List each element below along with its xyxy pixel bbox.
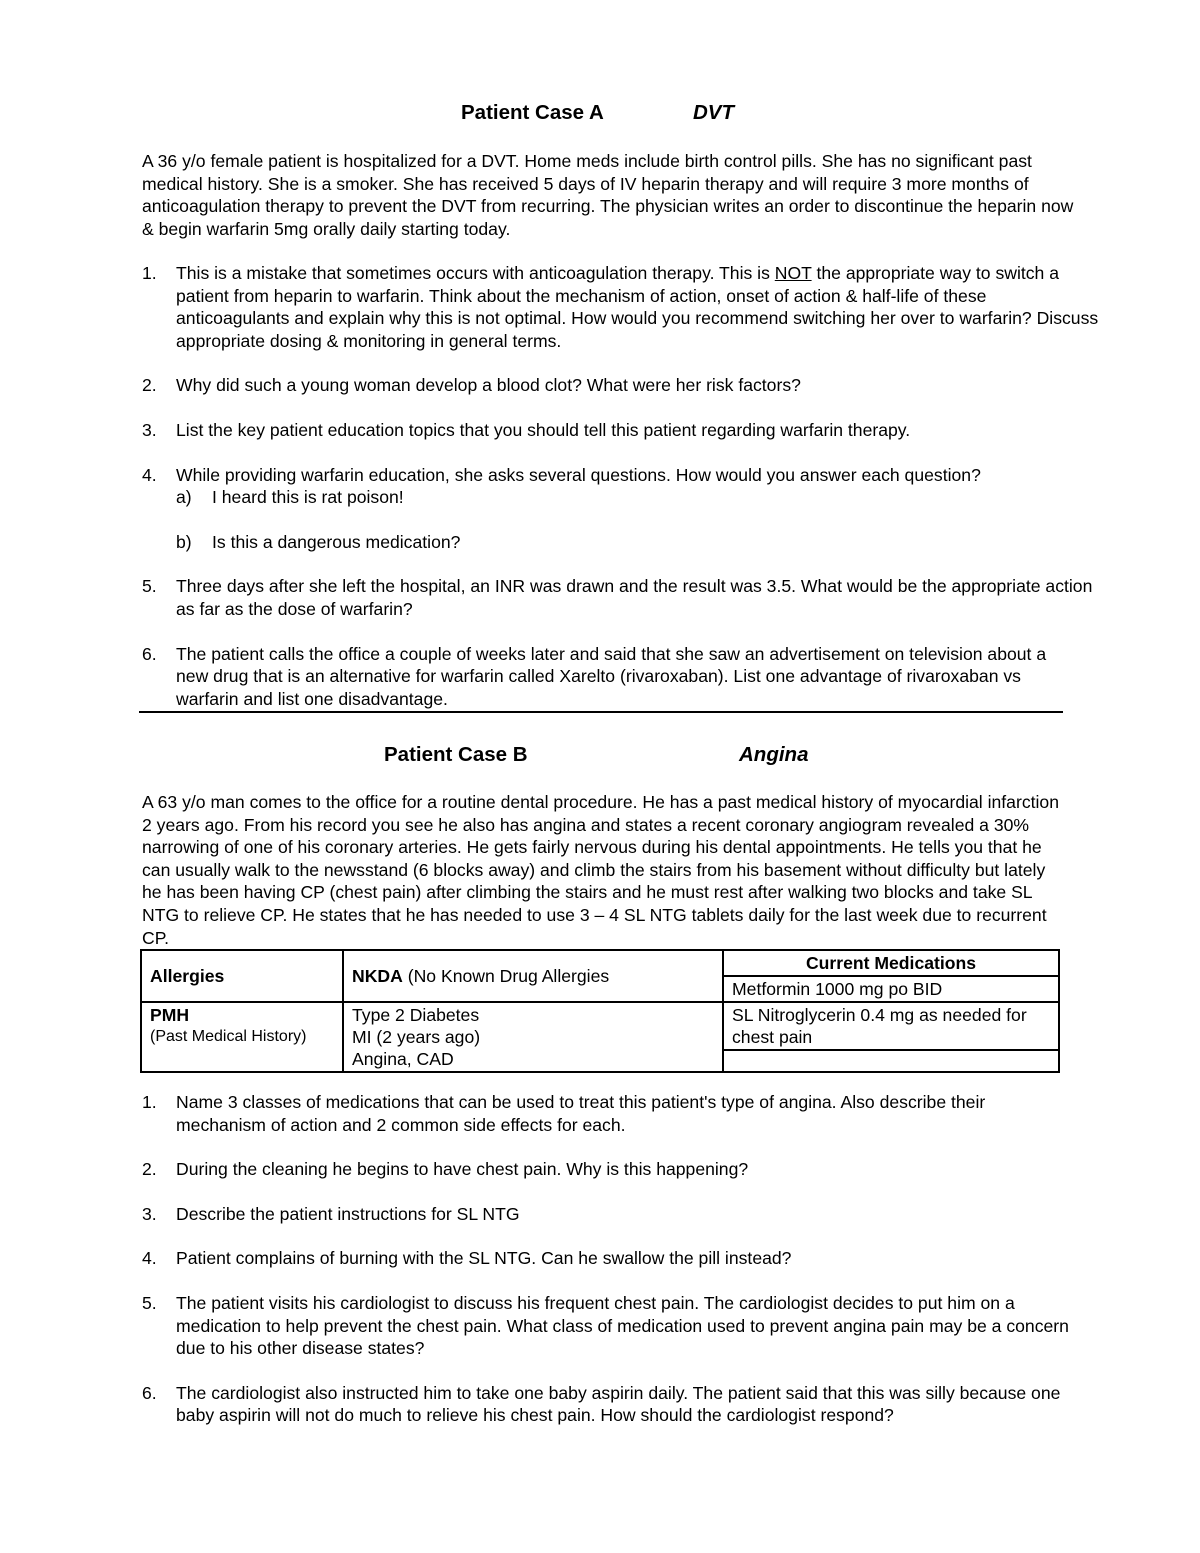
question-text: The patient calls the office a couple of weeks later and said that she saw an advertisement on television about a new drug that is an alternative for warfarin called Xarelto (rivaroxaban). List one advantage of rivaroxaban vs warfarin and list one disadvantage.: [176, 643, 1047, 709]
medication-3: [723, 1050, 1059, 1072]
case-a-question-2: [142, 374, 1102, 397]
question-text: The patient visits his cardiologist to discuss his frequent chest pain. The cardiologist decides to put him on a medication to help prevent the chest pain. What class of medication used to prevent angina pain may be a concern due to his other disease states?: [176, 1292, 1069, 1359]
question-text: List the key patient education topics that you should tell this patient regarding warfarin therapy.: [176, 419, 911, 440]
current-meds-header: Current Medications: [723, 950, 1059, 976]
question-number: 3.: [142, 419, 157, 440]
sub-label: b): [176, 531, 192, 552]
patient-info-table: [140, 949, 1060, 1073]
section-divider: [139, 711, 1063, 713]
case-b-question-2: [142, 1158, 1077, 1181]
question-number: 1.: [142, 1092, 157, 1112]
pmh-item: MI (2 years ago): [352, 1027, 481, 1047]
question-4a: [176, 486, 1102, 509]
question-number: 6.: [142, 643, 157, 664]
question-number: 2.: [142, 1159, 157, 1180]
pmh-label: PMH: [150, 1005, 190, 1025]
case-b-intro: A 63 y/o man comes to the office for a routine dental procedure. He has a past medical history of myocardial infarction 2 years ago. From his record you see he also has angina and states a recent coronary angiogram revealed a 30% narrowing of one of his coronary arteries. He gets fairly nervous during his dental appointments. He tells you that he can usually walk to the newsstand (6 blocks away) and climb the stairs from his basement without difficulty but lately he has been having CP (chest pain) after climbing the stairs and he must rest after walking two blocks and take SL NTG to relieve CP. He states that he has needed to use 3 – 4 SL NTG tablets daily for the last week due to recurrent CP.: [142, 792, 1059, 948]
pmh-sub-label: (Past Medical History): [150, 1028, 307, 1045]
question-number: 2.: [142, 375, 157, 396]
case-a-question-6: [142, 643, 1076, 711]
question-text: During the cleaning he begins to have chest pain. Why is this happening?: [176, 1159, 749, 1180]
question-emphasis: NOT: [774, 263, 812, 283]
case-b-question-4: [142, 1247, 1077, 1270]
question-text: Why did such a young woman develop a blood clot? What were her risk factors?: [176, 375, 801, 396]
case-a-question-1: [142, 262, 1102, 352]
case-b-title: Patient Case B: [384, 743, 528, 766]
question-number: 5.: [142, 576, 157, 597]
case-a-topic: DVT: [693, 101, 734, 124]
case-b-heading: [0, 742, 1200, 768]
sub-text: I heard this is rat poison!: [212, 487, 404, 508]
pmh-list: [343, 1002, 723, 1072]
case-b-questions: [142, 1091, 1077, 1427]
case-a-question-4: [142, 464, 1102, 554]
medication-1: Metformin 1000 mg po BID: [723, 976, 1059, 1002]
case-a-title: Patient Case A: [461, 101, 604, 124]
question-number: 4.: [142, 1248, 157, 1269]
table-row: [141, 1002, 1059, 1050]
sub-label: a): [176, 487, 192, 508]
case-a-questions: [142, 262, 1102, 710]
question-text: the appropriate way to switch a patient from heparin to warfarin. Think about the mechanism of action, onset of action & half-life of these anticoagulants and explain why this is not optimal. How would you recommend switching her over to warfarin? Discuss appropriate dosing & monitoring in general terms.: [176, 263, 1099, 351]
question-text: Three days after she left the hospital, an INR was drawn and the result was 3.5. What would be the appropriate action as far as the dose of warfarin?: [176, 576, 1093, 619]
pmh-cell: [141, 1002, 343, 1072]
question-number: 6.: [142, 1382, 157, 1403]
question-number: 4.: [142, 464, 157, 485]
allergies-desc: (No Known Drug Allergies: [402, 966, 610, 986]
allergies-value: [343, 950, 723, 1002]
case-a-intro: A 36 y/o female patient is hospitalized for a DVT. Home meds include birth control pills. She has no significant past medical history. She is a smoker. She has received 5 days of IV heparin therapy and will require 3 more months of anticoagulation therapy to prevent the DVT from recurring. The physician writes an order to discontinue the heparin now & begin warfarin 5mg orally daily starting today.: [142, 151, 1074, 239]
case-b-question-3: [142, 1203, 1077, 1226]
case-b-question-1: [142, 1091, 1077, 1136]
case-b-question-6: [142, 1382, 1076, 1427]
case-a-question-3: [142, 419, 1102, 442]
case-a-question-5: [142, 575, 1102, 620]
case-a-heading: [0, 100, 1200, 126]
question-text: Patient complains of burning with the SL NTG. Can he swallow the pill instead?: [176, 1248, 792, 1269]
question-text: Describe the patient instructions for SL NTG: [176, 1203, 520, 1224]
question-number: 3.: [142, 1203, 157, 1224]
question-number: 1.: [142, 263, 157, 283]
question-text: The cardiologist also instructed him to take one baby aspirin daily. The patient said that this was silly because one baby aspirin will not do much to relieve his chest pain. How should the cardiologist respond?: [176, 1382, 1061, 1426]
allergies-label: Allergies: [141, 950, 343, 1002]
table-row: [141, 950, 1059, 976]
question-text: This is a mistake that sometimes occurs with anticoagulation therapy. This is: [176, 263, 775, 283]
question-4b: [176, 531, 1102, 554]
pmh-item: Type 2 Diabetes: [352, 1005, 480, 1025]
question-number: 5.: [142, 1292, 157, 1313]
medication-2: SL Nitroglycerin 0.4 mg as needed for chest pain: [723, 1002, 1059, 1050]
question-text: While providing warfarin education, she asks several questions. How would you answer each question?: [176, 464, 981, 485]
pmh-item: Angina, CAD: [352, 1049, 454, 1069]
question-text: Name 3 classes of medications that can be used to treat this patient's type of angina. Also describe their mechanism of action and 2 common side effects for each.: [176, 1092, 986, 1135]
case-b-topic: Angina: [739, 743, 809, 766]
allergies-code: NKDA: [352, 966, 403, 986]
sub-text: Is this a dangerous medication?: [212, 531, 461, 552]
case-b-question-5: [142, 1292, 1077, 1360]
